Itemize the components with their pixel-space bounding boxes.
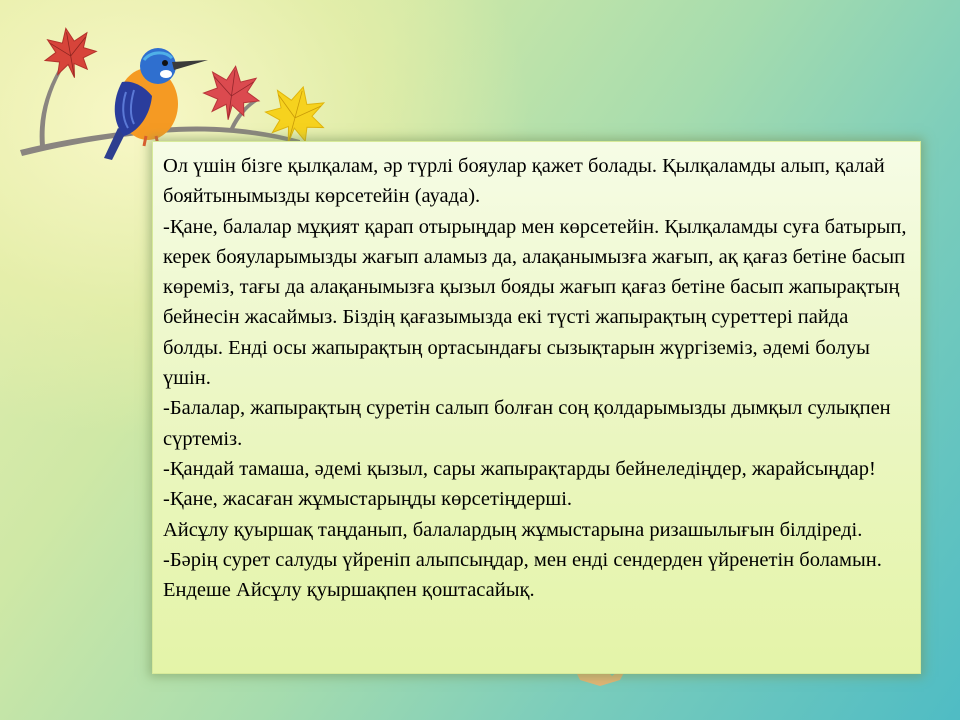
text-paragraph: -Қандай тамаша, әдемі қызыл, сары жапырақтарды бейнеледіңдер, жарайсыңдар! [163, 457, 876, 480]
text-paragraph: Айсұлу қуыршақ таңданып, балалардың жұмыстарына ризашылығын білдіреді. [163, 518, 863, 541]
text-paragraph: -Қане, балалар мұқият қарап отырыңдар мен көрсетейін. Қылқаламды суға батырып, керек бояуларымызды жағып аламыз да, алақанымызға жағып, ақ қағаз бетіне басып көреміз, тағы да алақанымызға қызыл бояды жағып қағаз бетіне басып жапырақтың бейнесін жасаймыз. Біздің қағазымызда екі түсті жапырақтың суреттері пайда болды. Енді осы жапырақтың ортасындағы сызықтарын жүргіземіз, әдемі болуы үшін. [163, 215, 907, 390]
red-maple-leaf-icon [200, 62, 263, 123]
text-paragraph: -Балалар, жапырақтың суретін салып болған соң қолдарымызды дымқыл сулықпен сүртеміз. [163, 397, 891, 450]
text-paragraph: Ол үшін бізге қылқалам, әр түрлі бояулар қажет болады. Қылқаламды алып, қалай бояйтынымызды көрсетейін (ауада). [163, 155, 885, 208]
text-paragraph: -Қане, жасаған жұмыстарыңды көрсетіңдерші. [163, 488, 573, 511]
branch-twig [40, 70, 61, 146]
lesson-text-box [152, 141, 921, 674]
text-paragraph: -Бәрің сурет салуды үйреніп алыпсыңдар, мен енді сендерден үйренетін боламын. [163, 548, 882, 571]
text-paragraph: Ендеше Айсұлу қуыршақпен қоштасайық. [163, 579, 535, 602]
red-maple-leaf-icon [40, 24, 100, 82]
